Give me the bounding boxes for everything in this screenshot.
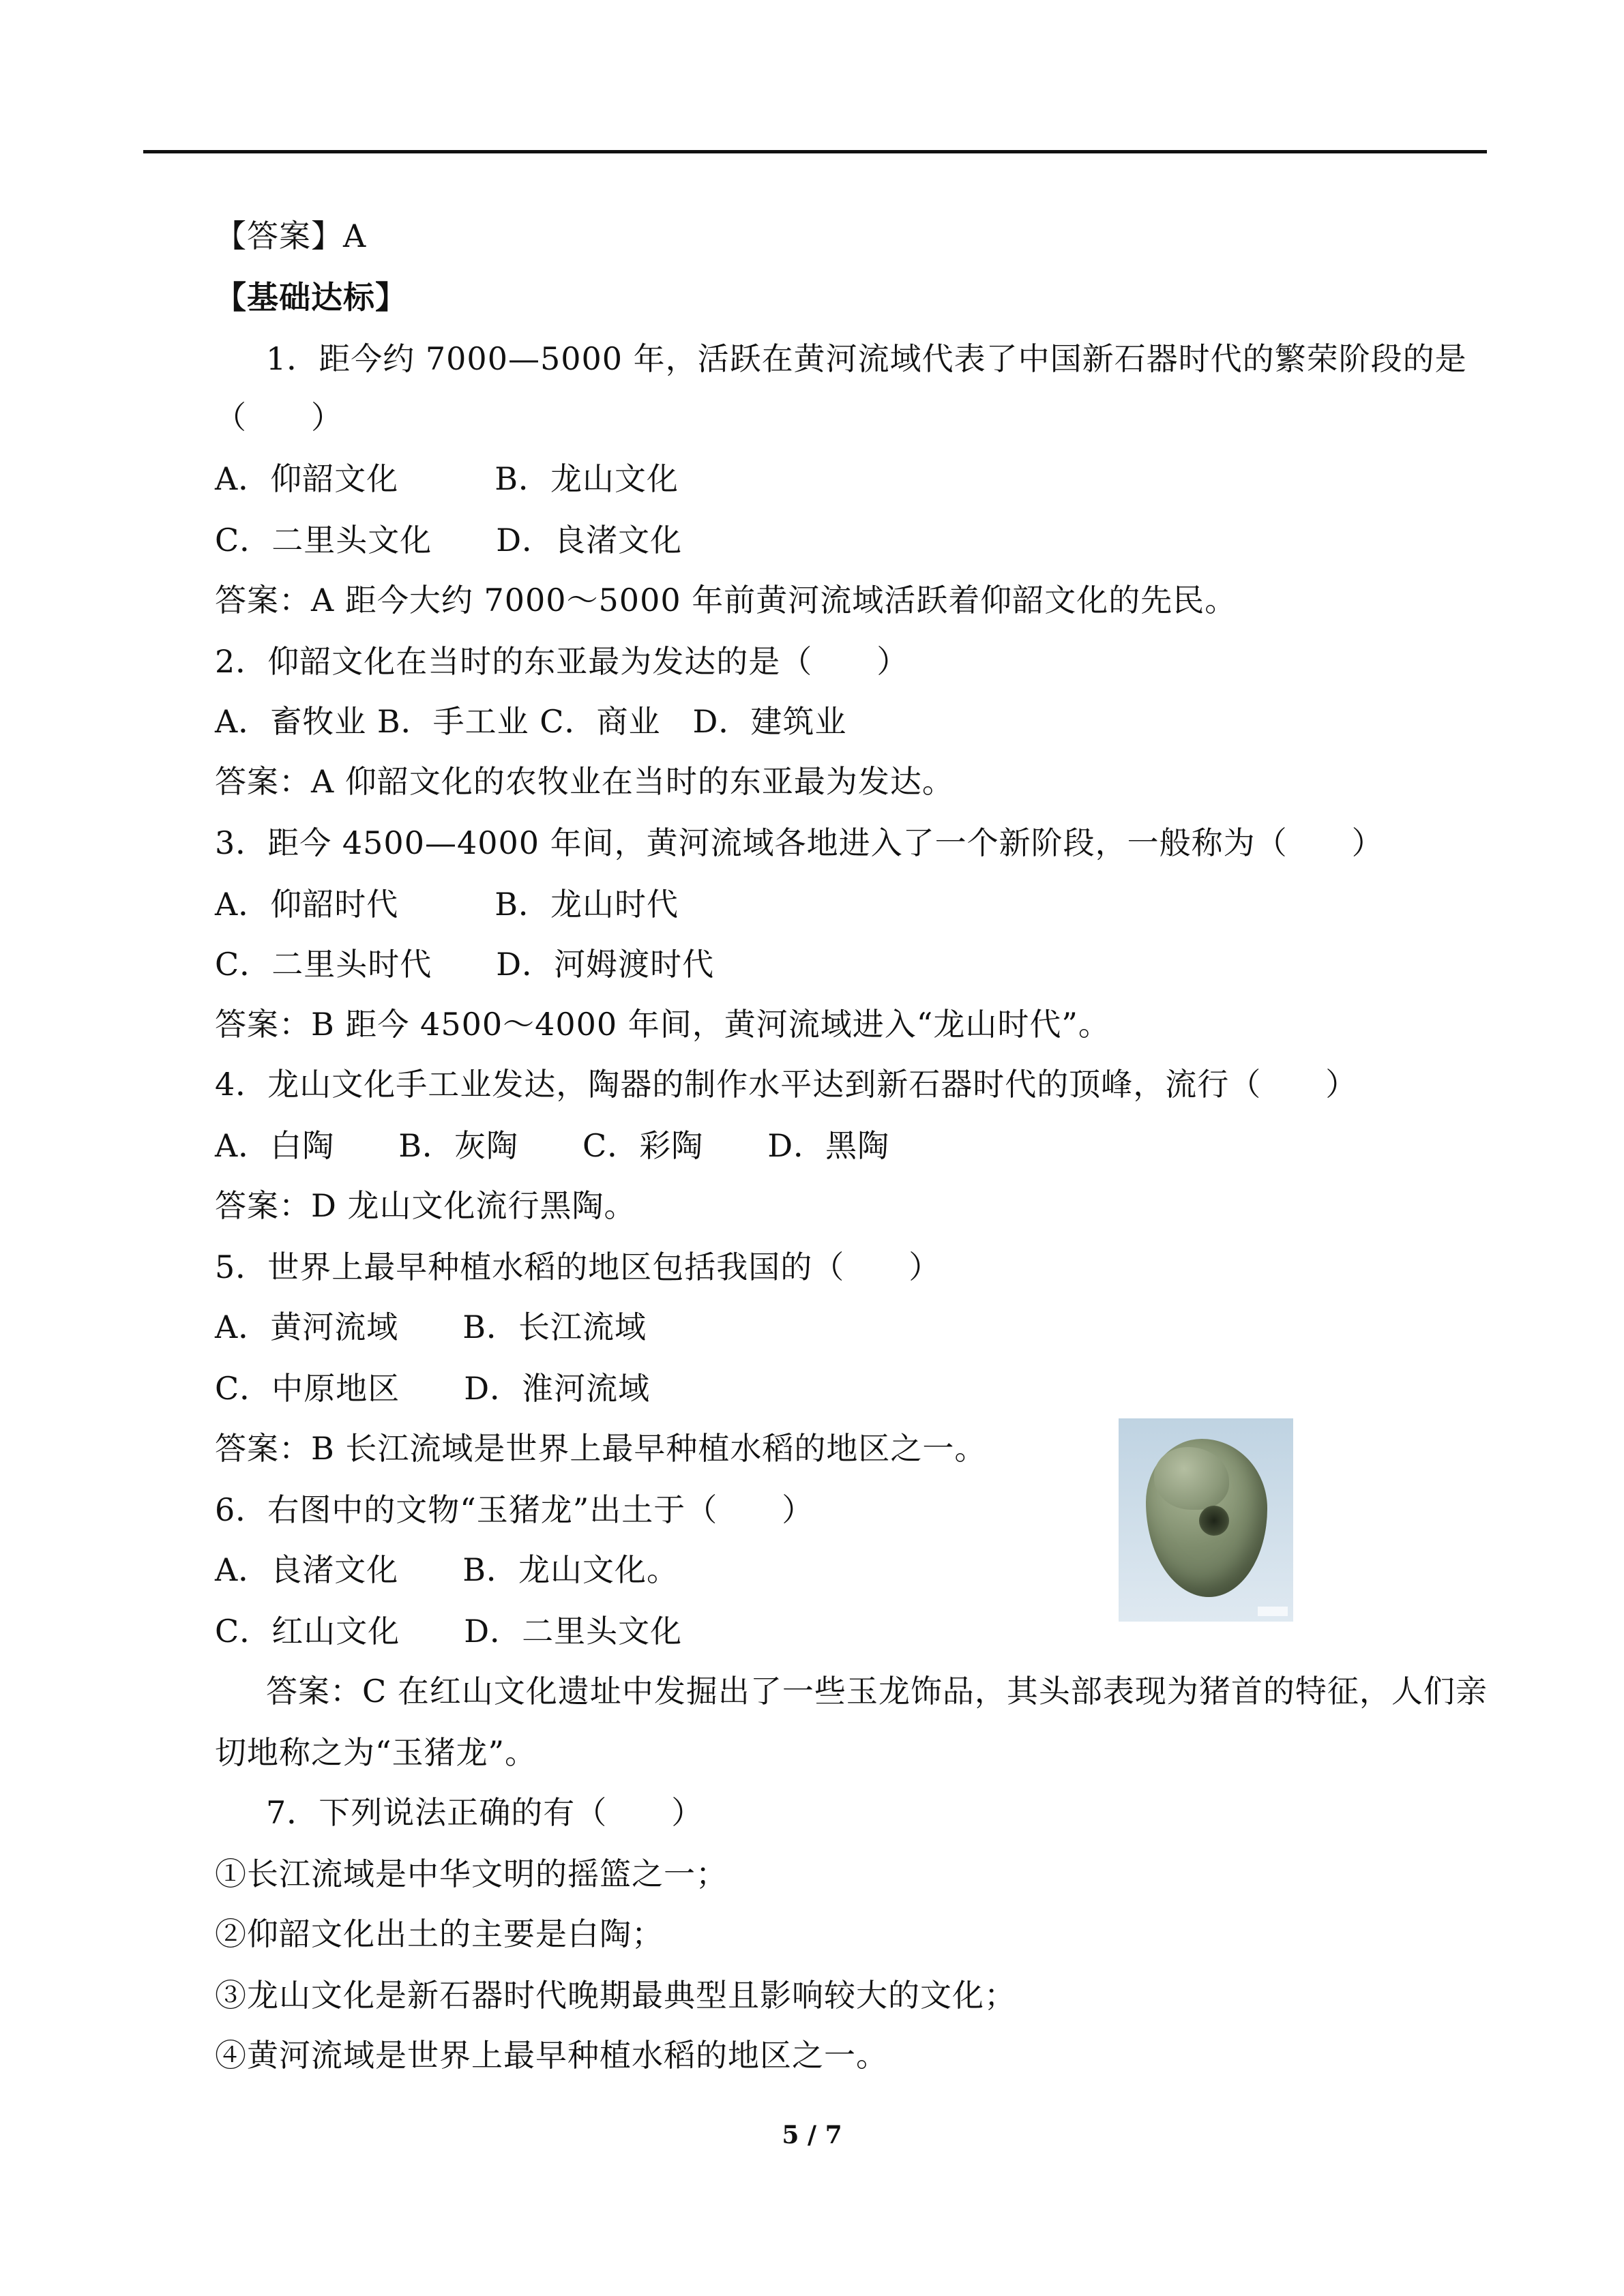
q7-statement-1: ①长江流域是中华文明的摇篮之一； (215, 1855, 728, 1892)
q7-statement-3: ③龙山文化是新石器时代晚期最典型且影响较大的文化； (215, 1977, 1016, 2014)
q7-statement-2: ②仰韶文化出土的主要是白陶； (215, 1915, 664, 1952)
q1-stem: 1．距今约 7000—5000 年，活跃在黄河流域代表了中国新石器时代的繁荣阶段的是 (266, 340, 1467, 377)
q5-stem: 5．世界上最早种植水稻的地区包括我国的（ ） (215, 1249, 941, 1285)
q2-stem: 2．仰韶文化在当时的东亚最为发达的是（ ） (215, 643, 909, 680)
q6-stem: 6．右图中的文物“玉猪龙”出土于（ ） (215, 1491, 814, 1528)
q6-answer-cont: 切地称之为“玉猪龙”。 (215, 1734, 537, 1771)
q6-options-cd: C．红山文化 D．二里头文化 (215, 1613, 683, 1650)
q6-options-ab: A．良渚文化 B．龙山文化。 (215, 1551, 679, 1588)
page-number: 5 / 7 (782, 2121, 842, 2149)
q5-answer: 答案：B 长江流域是世界上最早种植水稻的地区之一。 (215, 1430, 987, 1467)
q3-options-ab: A．仰韶时代 B．龙山时代 (215, 886, 679, 923)
q1-blank: （ ） (215, 399, 343, 436)
q4-options: A．白陶 B．灰陶 C．彩陶 D．黑陶 (215, 1127, 890, 1164)
q4-answer: 答案：D 龙山文化流行黑陶。 (215, 1187, 636, 1224)
jade-pig-dragon-image (1119, 1418, 1293, 1622)
q4-stem: 4．龙山文化手工业发达，陶器的制作水平达到新石器时代的顶峰，流行（ ） (215, 1066, 1358, 1103)
image-watermark (1258, 1607, 1288, 1616)
q3-answer: 答案：B 距今 4500～4000 年间，黄河流域进入“龙山时代”。 (215, 1006, 1110, 1043)
jade-hole (1199, 1506, 1229, 1536)
q5-options-ab: A．黄河流域 B．长江流域 (215, 1309, 647, 1345)
q2-options: A．畜牧业 B．手工业 C．商业 D．建筑业 (215, 703, 847, 740)
section-title: 【基础达标】 (215, 279, 407, 316)
q5-options-cd: C．中原地区 D．淮河流域 (215, 1370, 651, 1407)
q7-statement-4: ④黄河流域是世界上最早种植水稻的地区之一。 (215, 2037, 888, 2074)
q7-stem: 7．下列说法正确的有（ ） (266, 1794, 704, 1831)
q1-options-ab: A．仰韶文化 B．龙山文化 (215, 460, 679, 497)
q2-answer: 答案：A 仰韶文化的农牧业在当时的东亚最为发达。 (215, 763, 954, 800)
q1-options-cd: C．二里头文化 D．良渚文化 (215, 522, 683, 558)
q6-answer: 答案：C 在红山文化遗址中发掘出了一些玉龙饰品，其头部表现为猪首的特征，人们亲 (266, 1673, 1488, 1710)
answer-line: 【答案】A (215, 218, 367, 254)
q1-answer: 答案：A 距今大约 7000～5000 年前黄河流域活跃着仰韶文化的先民。 (215, 582, 1237, 618)
q3-stem: 3．距今 4500—4000 年间，黄河流域各地进入了一个新阶段，一般称为（ ） (215, 824, 1384, 861)
header-rule (143, 150, 1487, 153)
q3-options-cd: C．二里头时代 D．河姆渡时代 (215, 946, 715, 983)
